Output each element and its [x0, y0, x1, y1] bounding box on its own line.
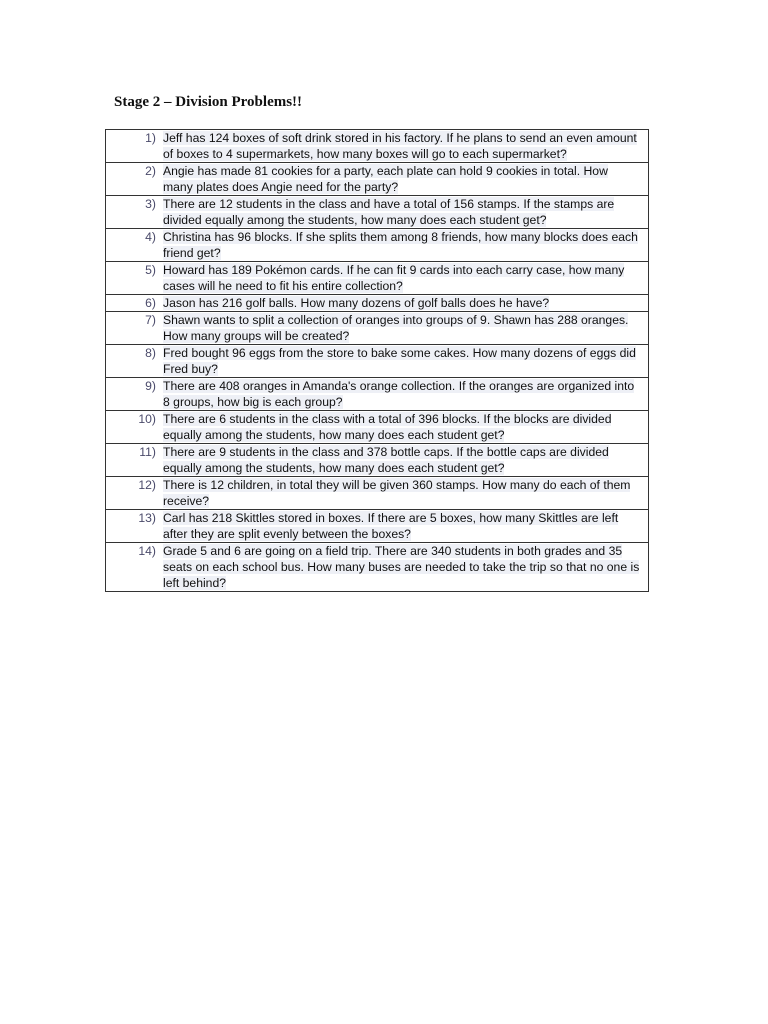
problem-text-cell: [163, 543, 649, 592]
problem-text-cell: [163, 444, 649, 477]
problem-row: [106, 295, 649, 312]
problem-row: [106, 345, 649, 378]
problem-table: [105, 129, 649, 592]
problem-row: [106, 477, 649, 510]
problem-number: 5): [106, 262, 164, 295]
problem-number: 3): [106, 196, 164, 229]
problem-text-cell: [163, 510, 649, 543]
problem-text-cell: [163, 163, 649, 196]
problem-text-cell: [163, 262, 649, 295]
problem-number: 2): [106, 163, 164, 196]
problem-text: Angie has made 81 cookies for a party, each plate can hold 9 cookies in total. How many plates does Angie need for the party?: [163, 164, 608, 194]
problem-text: There are 12 students in the class and have a total of 156 stamps. If the stamps are divided equally among the students, how many does each student get?: [163, 197, 615, 227]
problem-text-cell: [163, 229, 649, 262]
problem-row: [106, 130, 649, 163]
problem-text: There are 9 students in the class and 378 bottle caps. If the bottle caps are divided equally among the students, how many does each student get?: [163, 445, 609, 475]
problem-number: 6): [106, 295, 164, 312]
problem-number: 13): [106, 510, 164, 543]
problem-number: 11): [106, 444, 164, 477]
problem-row: [106, 196, 649, 229]
problem-number: 14): [106, 543, 164, 592]
problem-row: [106, 411, 649, 444]
problem-text-cell: [163, 345, 649, 378]
problem-text-cell: [163, 477, 649, 510]
problem-text-cell: [163, 196, 649, 229]
problem-row: [106, 163, 649, 196]
problem-row: [106, 543, 649, 592]
problem-row: [106, 229, 649, 262]
problem-number: 1): [106, 130, 164, 163]
problem-row: [106, 378, 649, 411]
problem-text-cell: [163, 378, 649, 411]
problem-row: [106, 510, 649, 543]
problem-text: Christina has 96 blocks. If she splits them among 8 friends, how many blocks does each friend get?: [163, 230, 638, 260]
problem-text: Shawn wants to split a collection of oranges into groups of 9. Shawn has 288 oranges. How many groups will be created?: [163, 313, 629, 343]
problem-row: [106, 312, 649, 345]
problem-text-cell: [163, 295, 649, 312]
problem-text: Fred bought 96 eggs from the store to bake some cakes. How many dozens of eggs did Fred buy?: [163, 346, 636, 376]
problem-number: 9): [106, 378, 164, 411]
problem-text-cell: [163, 312, 649, 345]
page-title: Stage 2 – Division Problems!!: [114, 94, 303, 110]
problem-number: 8): [106, 345, 164, 378]
problem-text: Jeff has 124 boxes of soft drink stored in his factory. If he plans to send an even amount of boxes to 4 supermarkets, how many boxes will go to each supermarket?: [163, 131, 637, 161]
problem-text: Carl has 218 Skittles stored in boxes. If there are 5 boxes, how many Skittles are left after they are split evenly between the boxes?: [163, 511, 619, 541]
problem-text: Grade 5 and 6 are going on a field trip. There are 340 students in both grades and 35 seats on each school bus. How many buses are needed to take the trip so that no one is left behind?: [163, 544, 640, 590]
problem-text: Jason has 216 golf balls. How many dozens of golf balls does he have?: [163, 296, 550, 310]
problem-number: 10): [106, 411, 164, 444]
problem-text: Howard has 189 Pokémon cards. If he can fit 9 cards into each carry case, how many cases will he need to fit his entire collection?: [163, 263, 625, 293]
problem-text: There are 408 oranges in Amanda's orange collection. If the oranges are organized into 8 groups, how big is each group?: [163, 379, 635, 409]
problem-row: [106, 444, 649, 477]
problem-text-cell: [163, 130, 649, 163]
problem-number: 12): [106, 477, 164, 510]
problem-text: There is 12 children, in total they will be given 360 stamps. How many do each of them receive?: [163, 478, 631, 508]
problem-list: [106, 130, 649, 592]
problem-text: There are 6 students in the class with a total of 396 blocks. If the blocks are divided equally among the students, how many does each student get?: [163, 412, 612, 442]
problem-text-cell: [163, 411, 649, 444]
problem-number: 4): [106, 229, 164, 262]
problem-row: [106, 262, 649, 295]
problem-number: 7): [106, 312, 164, 345]
